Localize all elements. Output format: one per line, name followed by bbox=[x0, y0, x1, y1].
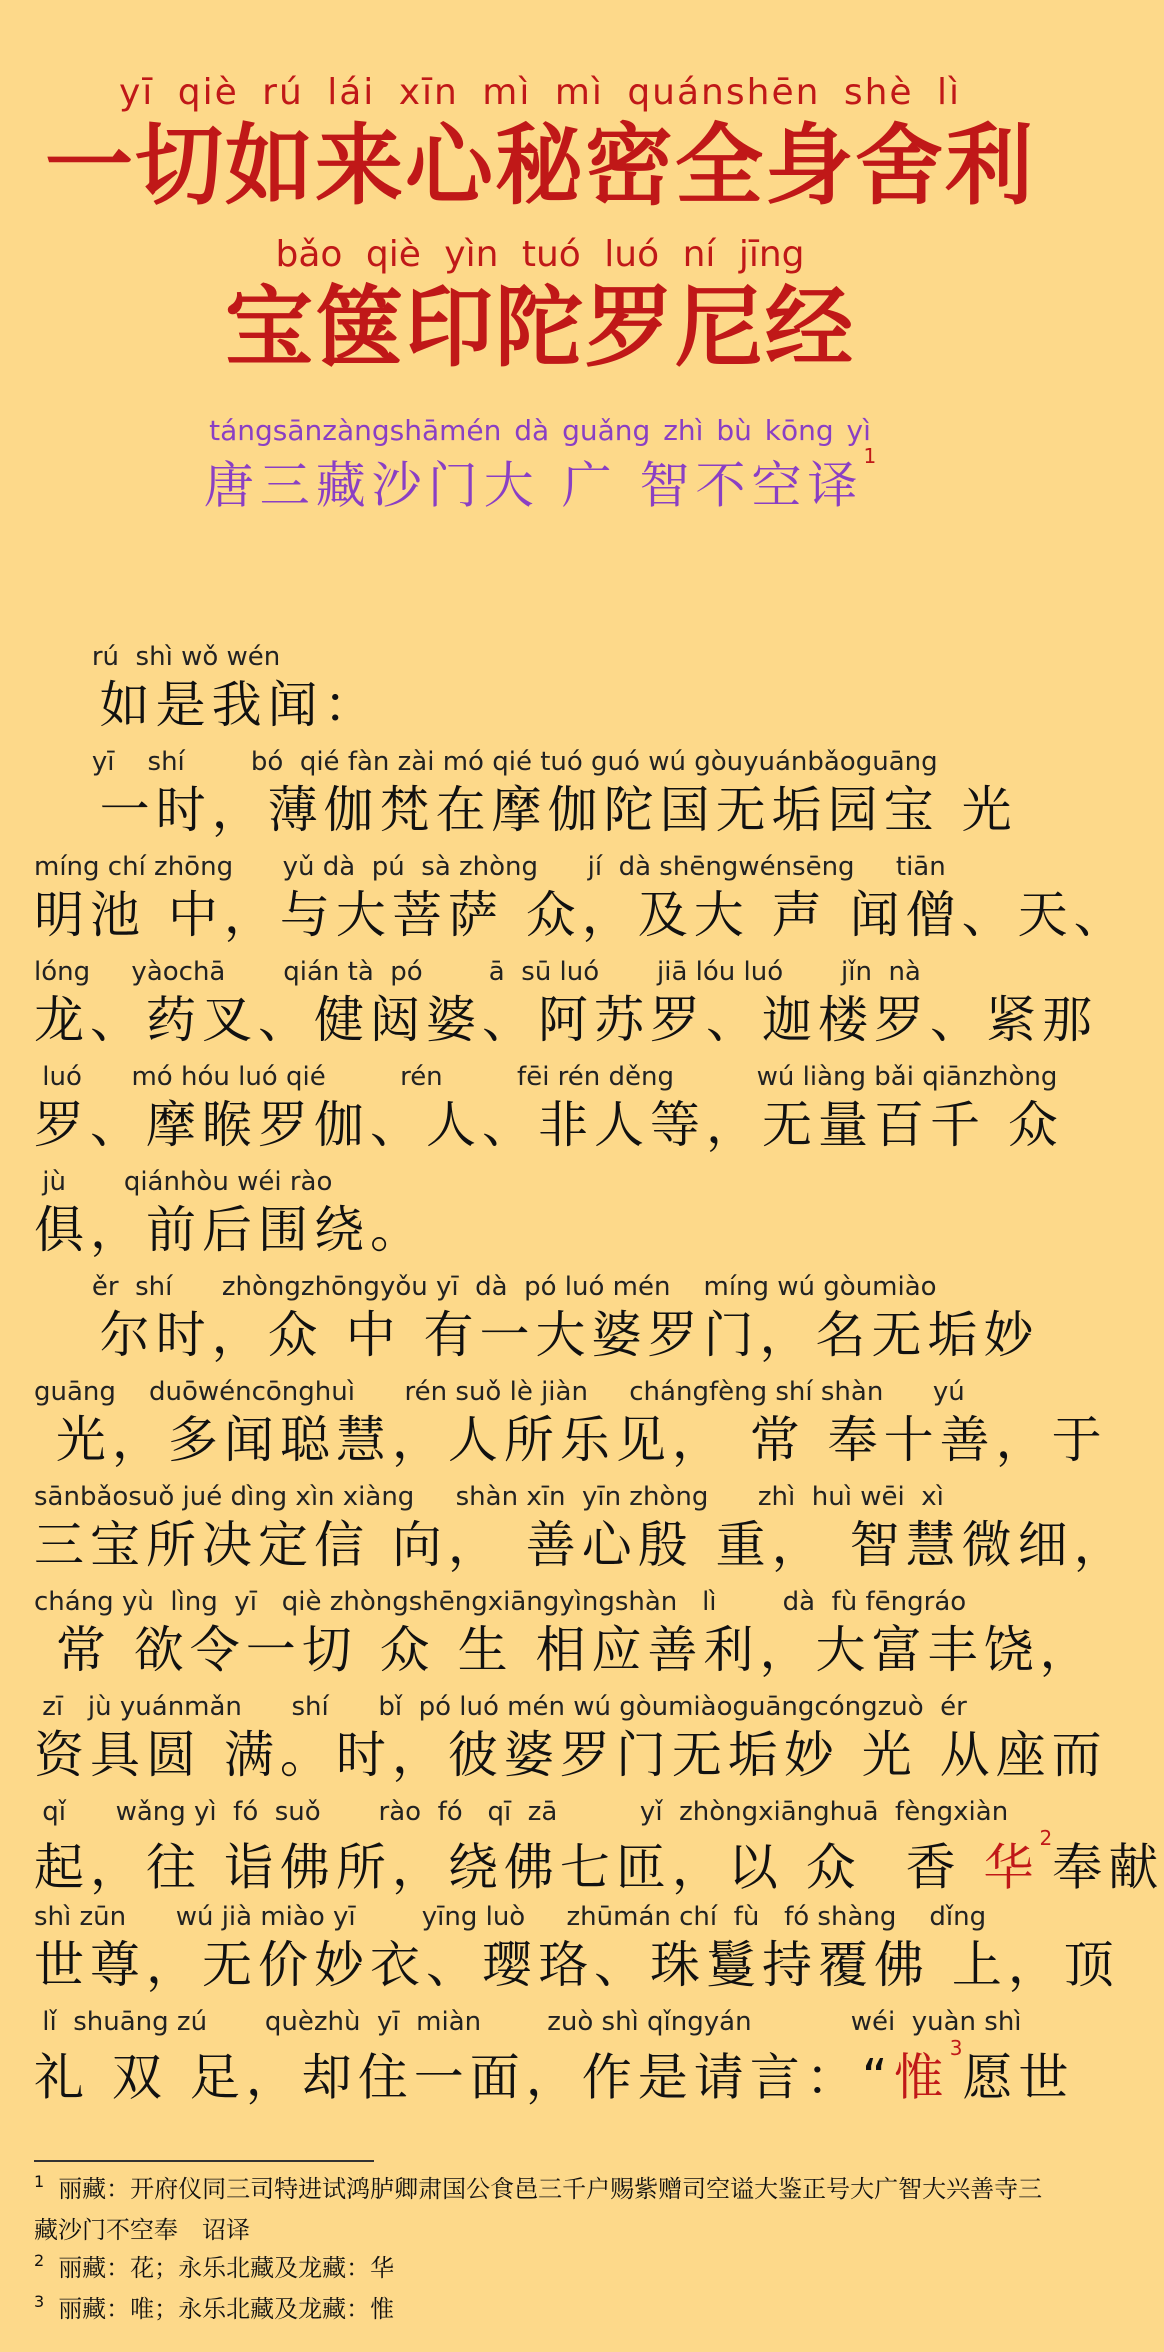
chinese-text bbox=[34, 1826, 1164, 1899]
text-line bbox=[34, 955, 1098, 1060]
chinese-text-main: 三宝所决定信 向， 善心殷 重， 智慧微细， bbox=[34, 1516, 1130, 1574]
pinyin-annotation: luó mó hóu luó qié rén fēi rén děng wú liàng bǎi qiānzhòng bbox=[34, 1062, 1058, 1092]
pinyin-annotation: lǐ shuāng zú quèzhù yī miàn zuò shì qǐngyán wéi yuàn shì bbox=[34, 2007, 1022, 2037]
chinese-text-main: 世尊，无价妙衣、璎珞、珠鬘持覆佛 上，顶 bbox=[34, 1936, 1120, 1994]
text-line bbox=[34, 745, 1054, 850]
text-line bbox=[34, 850, 1130, 955]
chinese-text-main: 一时，薄伽梵在摩伽陀国无垢园宝 光 bbox=[34, 781, 1018, 839]
pinyin-annotation: zī jù yuánmǎn shí bǐ pó luó mén wú gòumiàoguāngcóngzuò ér bbox=[34, 1692, 967, 1722]
chinese-text-main: 尔时，众 中 有一大婆罗门，名无垢妙 bbox=[34, 1306, 1040, 1364]
chinese-text-main: 资具圆 满。时，彼婆罗门无垢妙 光 从座而 bbox=[34, 1726, 1108, 1784]
chinese-text-main: 起，往 诣佛所，绕佛七匝，以 众 香 bbox=[34, 1838, 984, 1897]
sutra-text bbox=[34, 640, 1164, 2110]
pinyin-annotation: jù qiánhòu wéi rào bbox=[34, 1167, 333, 1197]
chinese-text bbox=[34, 1094, 1064, 1156]
footnote-text: 丽藏：唯；永乐北藏及龙藏：惟 bbox=[58, 2295, 395, 2323]
chinese-text bbox=[34, 1514, 1130, 1576]
text-line bbox=[34, 1060, 1064, 1165]
chinese-text bbox=[34, 674, 1054, 736]
text-line bbox=[34, 1375, 1108, 1480]
chinese-text-main: 俱，前后围绕。 bbox=[34, 1201, 426, 1259]
chinese-text-main: 明池 中，与大菩萨 众，及大 声 闻僧、天、 bbox=[34, 886, 1130, 944]
pinyin-annotation: cháng yù lìng yī qiè zhòngshēngxiāngyìngshàn lì dà fù fēngráo bbox=[34, 1587, 967, 1617]
footnote-text: 丽藏：开府仪同三司特进试鸿胪卿肃国公食邑三千户赐紫赠司空谥大鉴正号大广智大兴善寺三藏沙门不空奉 诏译 bbox=[34, 2175, 1043, 2244]
chinese-text-tail: 奉献 bbox=[1052, 1838, 1164, 1897]
title-block bbox=[0, 70, 1080, 516]
chinese-text bbox=[34, 779, 1054, 841]
text-line bbox=[34, 1480, 1130, 1585]
chinese-text-tail: 愿世 bbox=[962, 2048, 1075, 2107]
pinyin-annotation: sānbǎosuǒ jué dìng xìn xiàng shàn xīn yīn zhòng zhì huì wēi xì bbox=[34, 1482, 944, 1512]
text-line bbox=[34, 1585, 1096, 1690]
text-line bbox=[34, 1900, 1120, 2005]
chinese-text bbox=[34, 1619, 1096, 1681]
footnotes bbox=[34, 2170, 1054, 2331]
chinese-text-main: 如是我闻： bbox=[34, 676, 380, 734]
chinese-text bbox=[34, 989, 1098, 1051]
translator-pinyin: tángsānzàngshāmén dà guǎng zhì bù kōng yì bbox=[209, 414, 871, 447]
text-line bbox=[34, 1165, 1054, 1270]
footnote-number: 2 bbox=[34, 2251, 45, 2270]
pinyin-annotation: qǐ wǎng yì fó suǒ rào fó qī zā yǐ zhòngxiānghuā fèngxiàn bbox=[34, 1797, 1009, 1827]
variant-character: 华 bbox=[983, 1838, 1040, 1897]
chinese-text-main: 常 欲令一切 众 生 相应善利，大富丰饶， bbox=[34, 1621, 1096, 1679]
translator-line bbox=[0, 444, 1080, 516]
variant-character: 惟 bbox=[893, 2048, 950, 2107]
footnote-item bbox=[34, 2170, 1054, 2249]
title-pinyin-line2: bǎo qiè yìn tuó luó ní jīng bbox=[275, 234, 805, 275]
chinese-text-main: 礼 双 足，却住一面，作是请言：“ bbox=[34, 2048, 894, 2107]
footnote-item bbox=[34, 2290, 1054, 2331]
title-line1: 一切如来心秘密全身舍利 bbox=[44, 114, 1035, 217]
footnote-divider bbox=[34, 2160, 374, 2162]
footnote-ref-1[interactable]: 1 bbox=[863, 444, 877, 468]
footnote-item bbox=[34, 2249, 1054, 2290]
footnote-number: 3 bbox=[34, 2292, 45, 2311]
chinese-text-main: 罗、摩睺罗伽、人、非人等，无量百千 众 bbox=[34, 1096, 1064, 1154]
footnote-number: 1 bbox=[34, 2172, 45, 2191]
chinese-text bbox=[34, 1409, 1108, 1471]
pinyin-annotation: shì zūn wú jià miào yī yīng luò zhūmán chí fù fó shàng dǐng bbox=[34, 1902, 987, 1932]
footnote-ref[interactable]: 3 bbox=[949, 2036, 963, 2060]
chinese-text-main: 光，多闻聪慧，人所乐见， 常 奉十善，于 bbox=[34, 1411, 1108, 1469]
chinese-text bbox=[34, 1199, 1054, 1261]
translator-text: 唐三藏沙门大 广 智不空译 bbox=[203, 456, 864, 515]
text-line bbox=[34, 640, 1054, 745]
footnote-ref[interactable]: 2 bbox=[1039, 1826, 1053, 1850]
pinyin-annotation: lóng yàochā qián tà pó ā sū luó jiā lóu luó jǐn nà bbox=[34, 957, 921, 987]
text-line bbox=[34, 1795, 1164, 1900]
pinyin-annotation: guāng duōwéncōnghuì rén suǒ lè jiàn chángfèng shí shàn yú bbox=[34, 1377, 965, 1407]
title-pinyin-line1: yī qiè rú lái xīn mì mì quánshēn shè lì bbox=[118, 72, 962, 113]
pinyin-annotation: ěr shí zhòngzhōngyǒu yī dà pó luó mén míng wú gòumiào bbox=[34, 1272, 937, 1302]
text-line bbox=[34, 1690, 1108, 1795]
title-line2: 宝箧印陀罗尼经 bbox=[224, 276, 855, 379]
chinese-text bbox=[34, 884, 1130, 946]
chinese-text bbox=[34, 1304, 1054, 1366]
chinese-text bbox=[34, 1934, 1120, 1996]
chinese-text bbox=[34, 2036, 1075, 2109]
text-line bbox=[34, 2005, 1075, 2110]
text-line bbox=[34, 1270, 1054, 1375]
pinyin-annotation: rú shì wǒ wén bbox=[34, 642, 281, 672]
chinese-text bbox=[34, 1724, 1108, 1786]
chinese-text-main: 龙、药叉、健闼婆、阿苏罗、迦楼罗、紧那 bbox=[34, 991, 1098, 1049]
pinyin-annotation: yī shí bó qié fàn zài mó qié tuó guó wú gòuyuánbǎoguāng bbox=[34, 747, 938, 777]
footnote-text: 丽藏：花；永乐北藏及龙藏：华 bbox=[58, 2254, 395, 2282]
pinyin-annotation: míng chí zhōng yǔ dà pú sà zhòng jí dà shēngwénsēng tiān bbox=[34, 852, 946, 882]
